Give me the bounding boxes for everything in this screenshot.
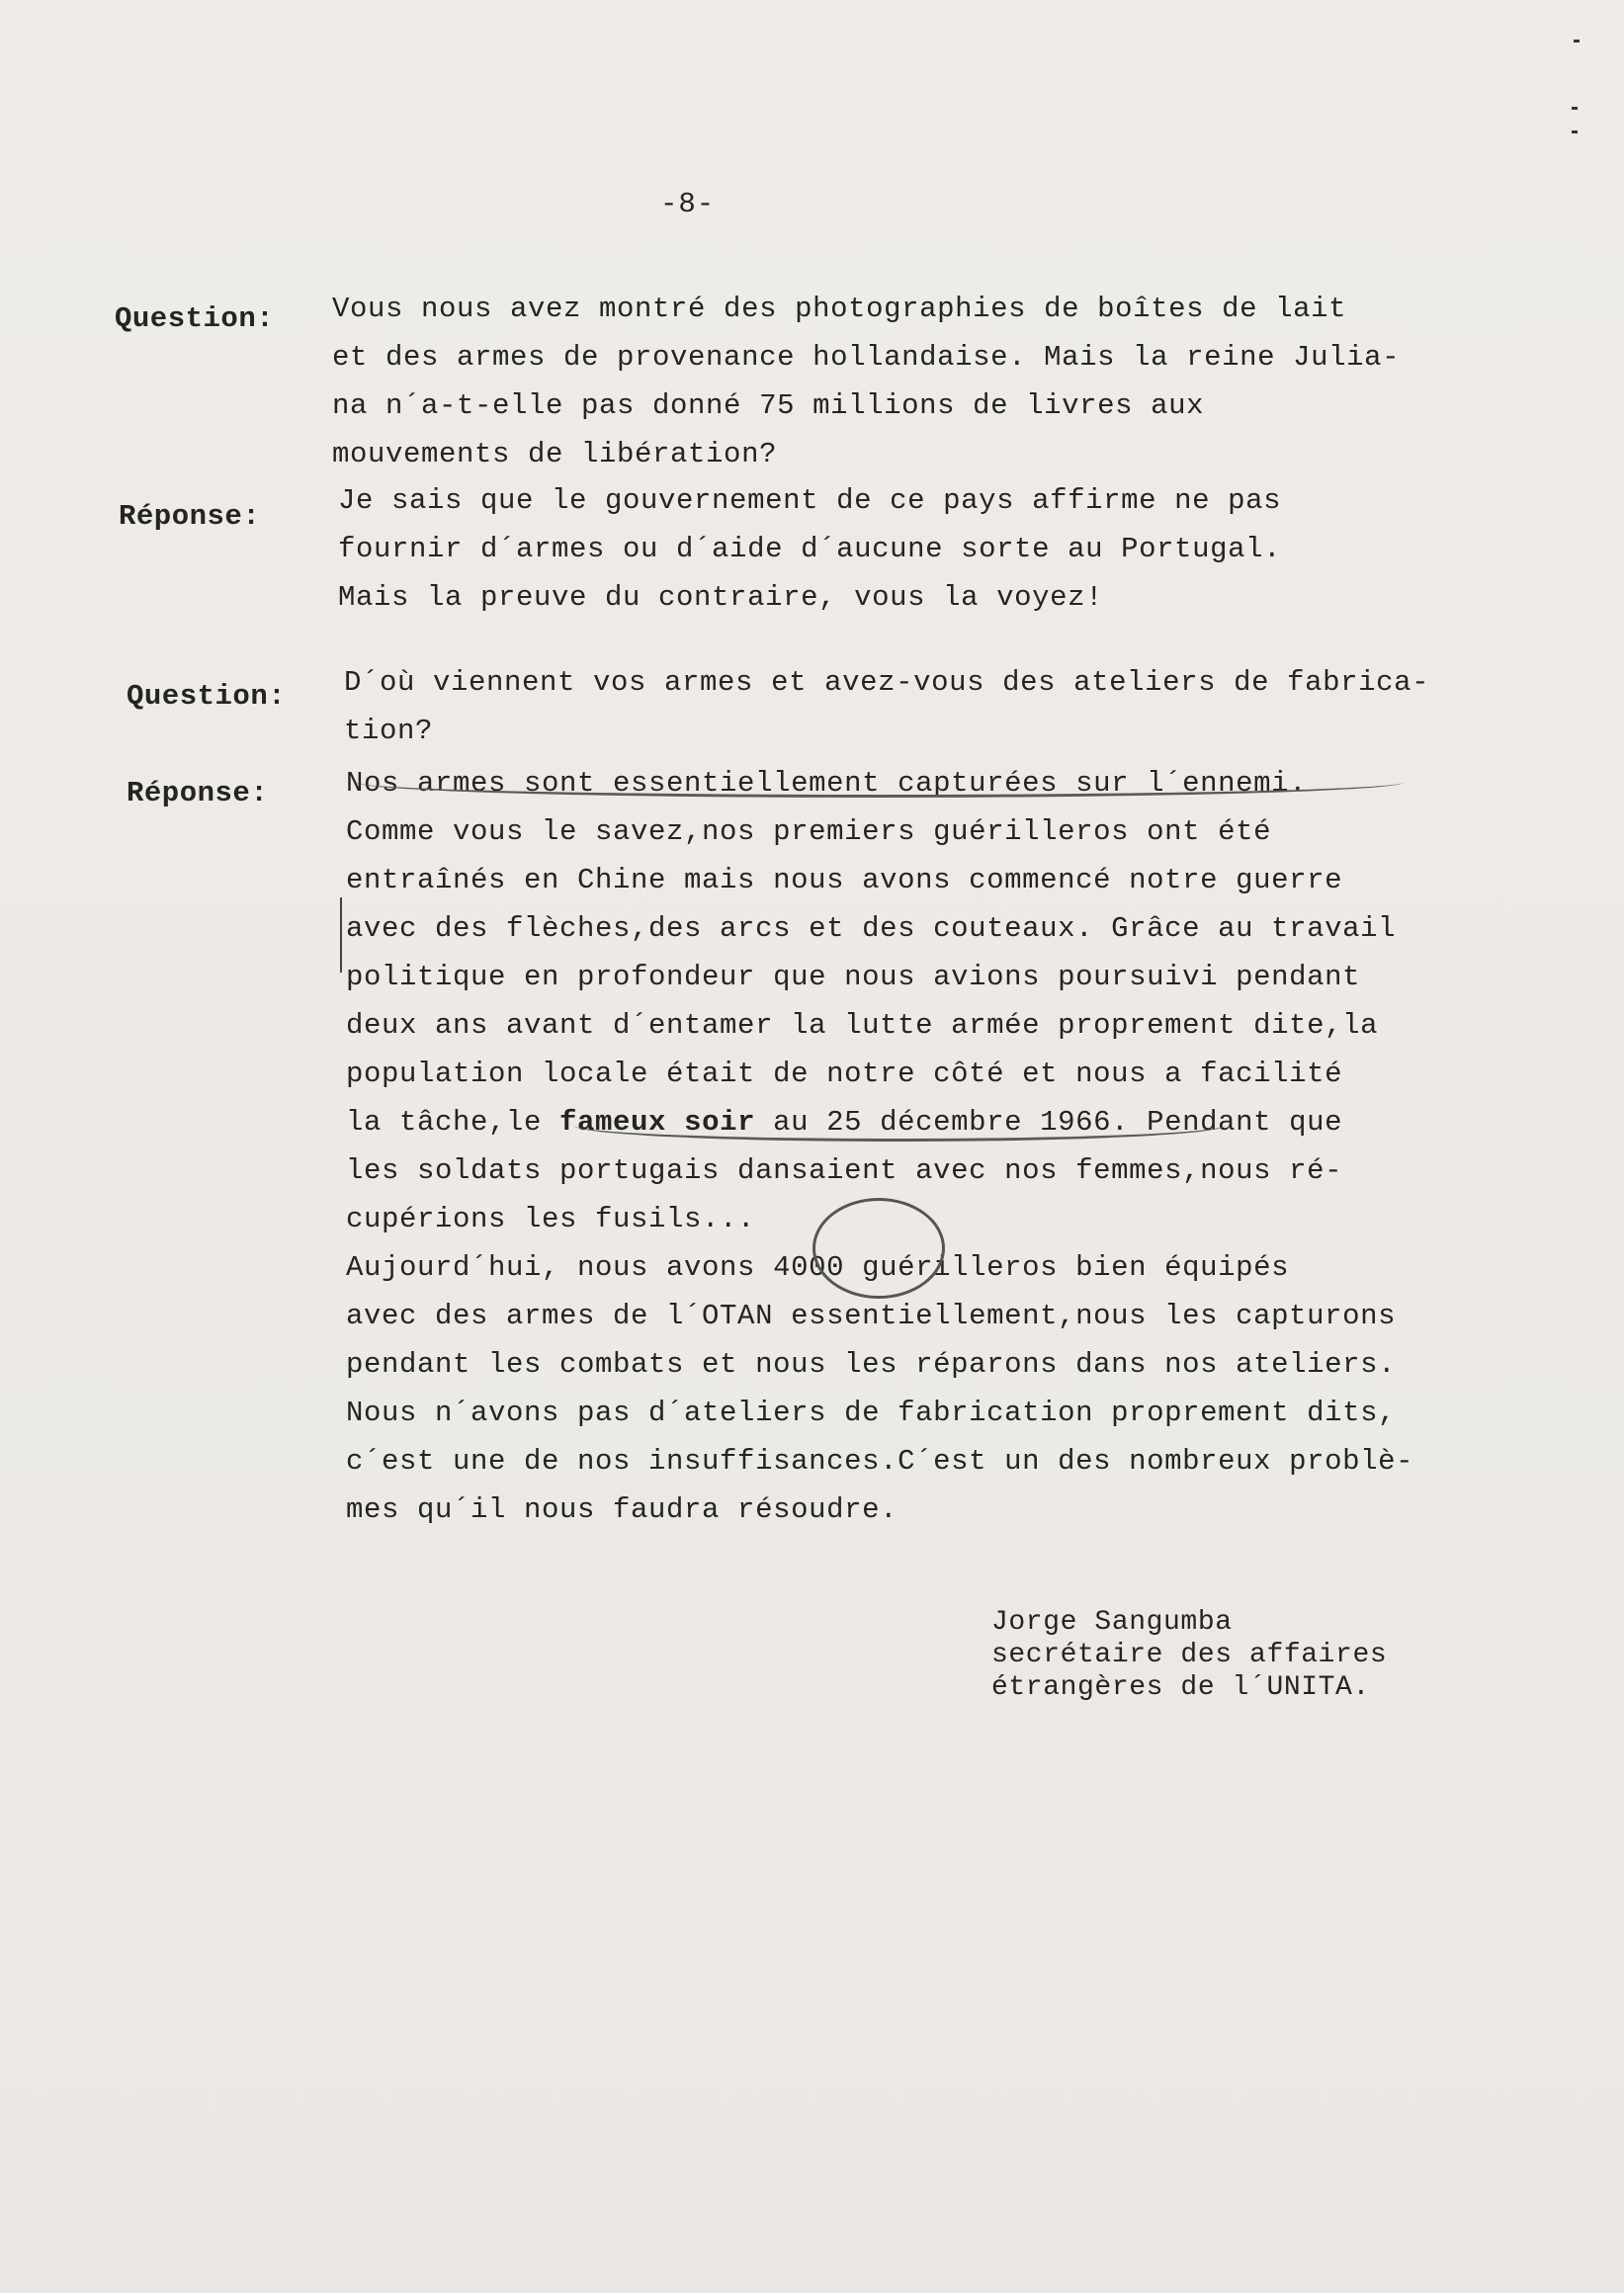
question-label: Question: <box>115 302 275 335</box>
text-line: entraînés en Chine mais nous avons commencé notre guerre <box>346 864 1343 896</box>
text-line: Aujourd´hui, nous avons 4000 guérilleros bien équipés <box>346 1251 1290 1284</box>
text-line: Je sais que le gouvernement de ce pays affirme ne pas <box>338 484 1282 517</box>
text-line: Nous n´avons pas d´ateliers de fabrication proprement dits, <box>346 1397 1397 1429</box>
text-line: mes qu´il nous faudra résoudre. <box>346 1493 898 1526</box>
text-line: pendant les combats et nous les réparons dans nos ateliers. <box>346 1348 1397 1381</box>
edge-mark <box>1572 107 1578 110</box>
text-segment: au 25 décembre 1966. Pendant que <box>755 1106 1343 1139</box>
text-line: Mais la preuve du contraire, vous la voyez! <box>338 581 1104 614</box>
answer-label: Réponse: <box>119 500 261 533</box>
question-text <box>332 285 1400 478</box>
pen-underline <box>573 1109 1226 1142</box>
signature-title: secrétaire des affaires <box>991 1640 1388 1670</box>
page-number: -8- <box>660 188 716 220</box>
signature-name: Jorge Sangumba <box>991 1607 1233 1638</box>
text-line: mouvements de libération? <box>332 438 778 470</box>
answer-text <box>346 759 1413 1534</box>
text-line: na n´a-t-elle pas donné 75 millions de livres aux <box>332 389 1205 422</box>
text-line: population locale était de notre côté et nous a facilité <box>346 1058 1343 1090</box>
text-line: Comme vous le savez,nos premiers guérilleros ont été <box>346 815 1272 848</box>
margin-mark <box>340 897 342 973</box>
bold-text: fameux soir <box>559 1106 756 1139</box>
edge-mark <box>1574 40 1580 42</box>
pen-underline <box>356 767 1404 798</box>
text-line: Nos armes sont essentiellement capturées sur l´ennemi. <box>346 767 1308 800</box>
signature-block <box>991 1606 1387 1704</box>
text-line: cupérions les fusils... <box>346 1203 756 1235</box>
answer-label: Réponse: <box>127 777 269 809</box>
question-text <box>344 658 1429 755</box>
text-line: D´où viennent vos armes et avez-vous des ateliers de fabrica- <box>344 666 1430 699</box>
text-line: avec des armes de l´OTAN essentiellement,nous les capturons <box>346 1300 1397 1332</box>
pen-circle <box>812 1198 945 1299</box>
text-line: et des armes de provenance hollandaise. Mais la reine Julia- <box>332 341 1401 374</box>
text-line: deux ans avant d´entamer la lutte armée proprement dite,la <box>346 1009 1379 1042</box>
text-line: les soldats portugais dansaient avec nos femmes,nous ré- <box>346 1154 1343 1187</box>
text-line: fournir d´armes ou d´aide d´aucune sorte au Portugal. <box>338 533 1282 565</box>
text-line: tion? <box>344 715 434 747</box>
text-segment: la tâche,le <box>346 1106 560 1139</box>
text-line: politique en profondeur que nous avions poursuivi pendant <box>346 961 1361 993</box>
signature-title: étrangères de l´UNITA. <box>991 1672 1370 1703</box>
answer-text <box>338 476 1281 622</box>
text-line: Vous nous avez montré des photographies de boîtes de lait <box>332 293 1347 325</box>
text-line: avec des flèches,des arcs et des couteaux. Grâce au travail <box>346 912 1397 945</box>
question-label: Question: <box>127 680 287 713</box>
text-line: c´est une de nos insuffisances.C´est un des nombreux problè- <box>346 1445 1414 1478</box>
edge-mark <box>1572 130 1578 133</box>
